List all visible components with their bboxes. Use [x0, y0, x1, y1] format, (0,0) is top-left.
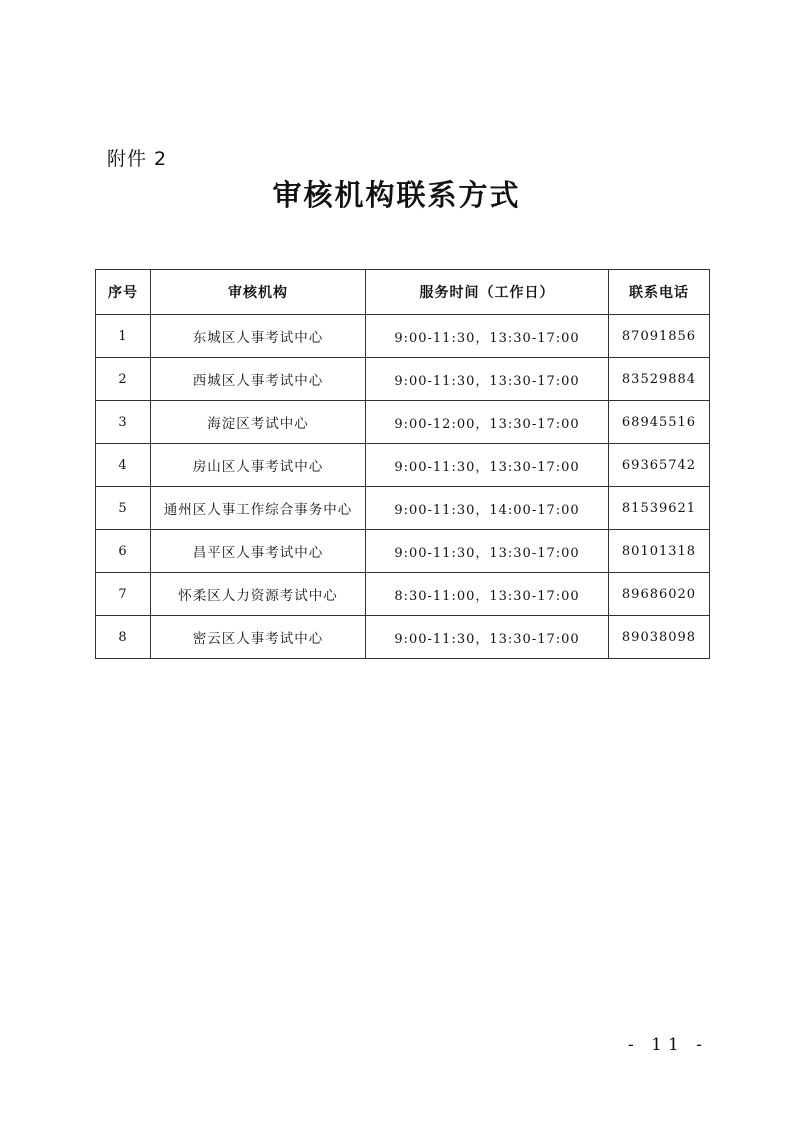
cell-org: 西城区人事考试中心	[151, 358, 366, 401]
page-number: - 11 -	[628, 1035, 708, 1055]
cell-no: 6	[96, 530, 151, 573]
cell-phone: 68945516	[609, 401, 710, 444]
cell-no: 3	[96, 401, 151, 444]
table-header-row	[96, 270, 710, 315]
document-title: 审核机构联系方式	[272, 178, 521, 212]
cell-no: 8	[96, 616, 151, 659]
cell-phone: 87091856	[609, 315, 710, 358]
column-header-org: 审核机构	[151, 270, 366, 315]
table-row	[96, 444, 710, 487]
cell-no: 2	[96, 358, 151, 401]
cell-hours: 9:00-11:30，13:30-17:00	[366, 315, 609, 358]
cell-org: 通州区人事工作综合事务中心	[151, 487, 366, 530]
cell-hours: 9:00-11:30，13:30-17:00	[366, 444, 609, 487]
attachment-label: 附件 2	[107, 148, 168, 170]
cell-hours: 9:00-11:30，13:30-17:00	[366, 358, 609, 401]
table-row	[96, 358, 710, 401]
cell-hours: 9:00-11:30，13:30-17:00	[366, 616, 609, 659]
contact-table	[95, 269, 710, 659]
column-header-phone: 联系电话	[609, 270, 710, 315]
cell-org: 密云区人事考试中心	[151, 616, 366, 659]
table-row	[96, 616, 710, 659]
cell-hours: 9:00-11:30，13:30-17:00	[366, 530, 609, 573]
cell-org: 房山区人事考试中心	[151, 444, 366, 487]
cell-org: 东城区人事考试中心	[151, 315, 366, 358]
table-row	[96, 315, 710, 358]
cell-phone: 89686020	[609, 573, 710, 616]
cell-phone: 69365742	[609, 444, 710, 487]
cell-org: 怀柔区人力资源考试中心	[151, 573, 366, 616]
cell-hours: 9:00-11:30，14:00-17:00	[366, 487, 609, 530]
cell-no: 5	[96, 487, 151, 530]
table-row	[96, 530, 710, 573]
column-header-hours: 服务时间（工作日）	[366, 270, 609, 315]
cell-org: 昌平区人事考试中心	[151, 530, 366, 573]
cell-hours: 9:00-12:00，13:30-17:00	[366, 401, 609, 444]
cell-no: 7	[96, 573, 151, 616]
column-header-no: 序号	[96, 270, 151, 315]
cell-phone: 80101318	[609, 530, 710, 573]
cell-phone: 83529884	[609, 358, 710, 401]
table-row	[96, 401, 710, 444]
cell-no: 4	[96, 444, 151, 487]
cell-phone: 89038098	[609, 616, 710, 659]
cell-phone: 81539621	[609, 487, 710, 530]
table-row	[96, 573, 710, 616]
table-row	[96, 487, 710, 530]
cell-no: 1	[96, 315, 151, 358]
cell-hours: 8:30-11:00，13:30-17:00	[366, 573, 609, 616]
cell-org: 海淀区考试中心	[151, 401, 366, 444]
